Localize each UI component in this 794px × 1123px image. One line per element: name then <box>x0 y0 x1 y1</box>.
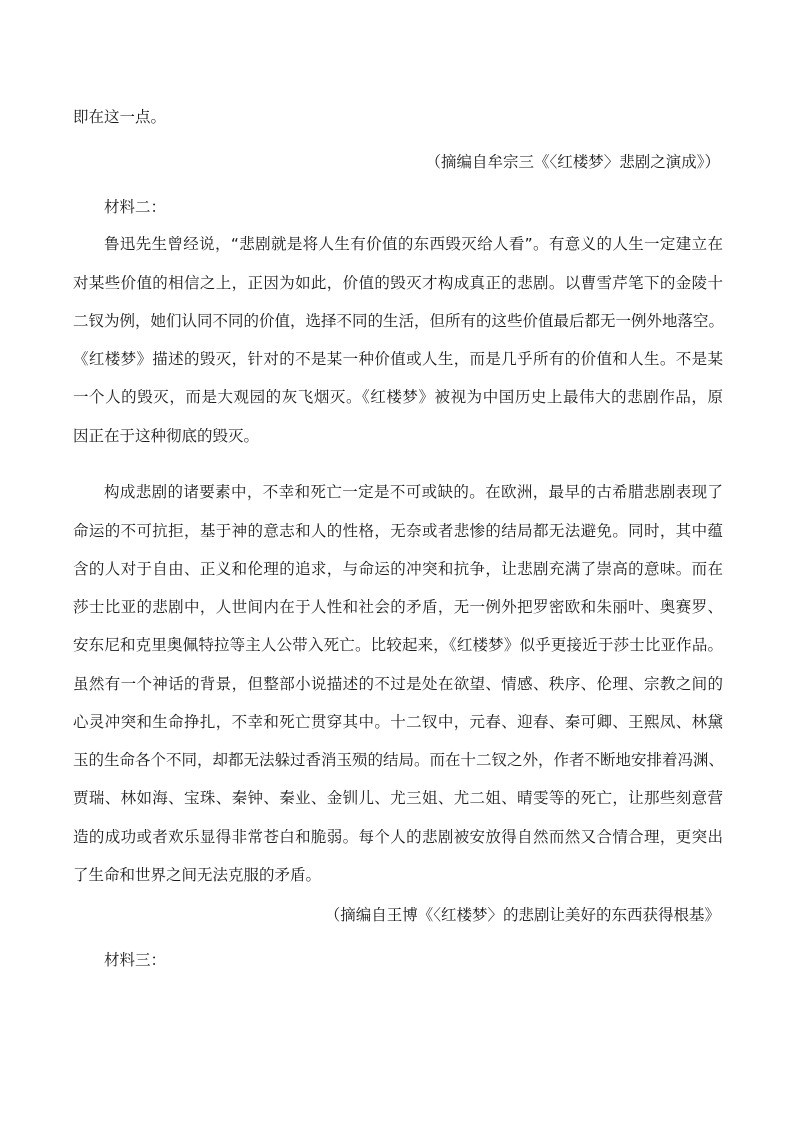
source-citation-2: （摘编自王博《〈红楼梦〉的悲剧让美好的东西获得根基》 <box>324 906 720 924</box>
paragraph-line: 《红楼梦》描述的毁灭，针对的不是某一种价值或人生，而是几乎所有的价值和人生。不是某 <box>73 350 723 368</box>
paragraph-line: 一个人的毁灭，而是大观园的灰飞烟灭。《红楼梦》被视为中国历史上最伟大的悲剧作品，原 <box>73 388 723 406</box>
opening-line: 即在这一点。 <box>73 108 167 126</box>
paragraph-line: 安东尼和克里奥佩特拉等主人公带入死亡。比较起来，《红楼梦》似乎更接近于莎士比亚作品。 <box>73 636 723 654</box>
material-two-heading: 材料二： <box>104 198 167 216</box>
paragraph-line: 构成悲剧的诸要素中，不幸和死亡一定是不可或缺的。在欧洲，最早的古希腊悲剧表现了 <box>104 483 723 501</box>
paragraph-line: 因正在于这种彻底的毁灭。 <box>73 427 260 445</box>
paragraph-line: 心灵冲突和生命挣扎，不幸和死亡贯穿其中。十二钗中，元春、迎春、秦可卿、王熙凤、林黛 <box>73 713 723 731</box>
paragraph-line: 造的成功或者欢乐显得非常苍白和脆弱。每个人的悲剧被安放得自然而然又合情合理，更突出 <box>73 828 723 846</box>
paragraph-line: 虽然有一个神话的背景，但整部小说描述的不过是处在欲望、情感、秩序、伦理、宗教之间的 <box>73 675 723 693</box>
paragraph-line: 含的人对于自由、正义和伦理的追求，与命运的冲突和抗争，让悲剧充满了崇高的意味。而在 <box>73 560 723 578</box>
material-three-heading: 材料三： <box>104 951 167 969</box>
paragraph-line: 了生命和世界之间无法克服的矛盾。 <box>73 866 322 884</box>
source-citation-1: （摘编自牟宗三《〈红楼梦〉悲剧之演成》） <box>425 153 720 171</box>
paragraph-line: 贾瑞、林如海、宝珠、秦钟、秦业、金钏儿、尤三姐、尤二姐、晴雯等的死亡，让那些刻意营 <box>73 789 723 807</box>
paragraph-line: 莎士比亚的悲剧中，人世间内在于人性和社会的矛盾，无一例外把罗密欧和朱丽叶、奥赛罗、 <box>73 598 723 616</box>
paragraph-line: 玉的生命各个不同，却都无法躲过香消玉殒的结局。而在十二钗之外，作者不断地安排着冯渊、 <box>73 751 725 769</box>
paragraph-line: 对某些价值的相信之上，正因为如此，价值的毁灭才构成真正的悲剧。以曹雪芹笔下的金陵十 <box>73 274 723 292</box>
paragraph-line: 鲁迅先生曾经说，“悲剧就是将人生有价值的东西毁灭给人看”。有意义的人生一定建立在 <box>104 235 723 253</box>
paragraph-line: 命运的不可抗拒，基于神的意志和人的性格，无奈或者悲惨的结局都无法避免。同时，其中蕴 <box>73 522 723 540</box>
paragraph-line: 二钗为例，她们认同不同的价值，选择不同的生活，但所有的这些价值最后都无一例外地落空。 <box>73 312 725 330</box>
